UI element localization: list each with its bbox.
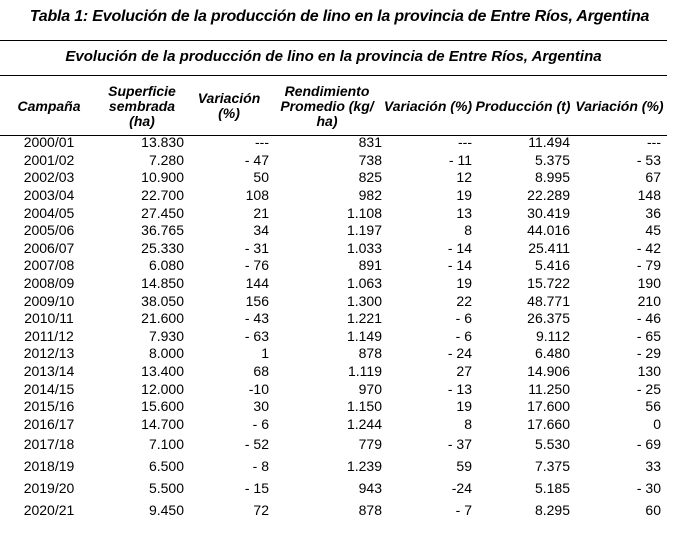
- cell-superficie: 5.500: [148, 479, 184, 496]
- cell-variacion-rendimiento: ---: [458, 134, 472, 151]
- cell-campana: 2020/21: [23, 501, 75, 518]
- header-row: [0, 78, 667, 134]
- cell-rendimiento: 1.119: [348, 363, 382, 380]
- cell-variacion-produccion: 130: [637, 363, 661, 380]
- cell-rendimiento: 779: [358, 435, 382, 452]
- cell-campana: 2014/15: [23, 380, 75, 397]
- cell-variacion-rendimiento: 8: [464, 222, 472, 239]
- cell-superficie: 9.450: [148, 501, 184, 518]
- cell-variacion-produccion: - 53: [636, 151, 661, 168]
- cell-variacion-superficie: 34: [253, 222, 269, 239]
- cell-variacion-produccion: 148: [637, 187, 661, 204]
- table-row: [0, 204, 667, 222]
- header-rendimiento: Rendimiento Promedio (kg/ ha): [280, 82, 374, 129]
- cell-variacion-produccion: 45: [645, 222, 661, 239]
- table-header: [0, 78, 667, 134]
- cell-variacion-produccion: - 42: [636, 239, 661, 256]
- cell-variacion-rendimiento: - 14: [447, 239, 472, 256]
- cell-variacion-produccion: 0: [653, 415, 661, 432]
- cell-variacion-rendimiento: - 6: [455, 327, 472, 344]
- table-row: [0, 292, 667, 310]
- cell-campana: 2009/10: [23, 292, 75, 309]
- cell-superficie: 12.000: [141, 380, 184, 397]
- cell-variacion-produccion: 210: [637, 292, 661, 309]
- cell-rendimiento: 1.239: [346, 457, 382, 474]
- cell-produccion: 5.185: [534, 479, 570, 496]
- cell-variacion-rendimiento: - 11: [448, 151, 472, 168]
- cell-campana: 2017/18: [23, 435, 75, 452]
- cell-rendimiento: 891: [358, 257, 382, 274]
- cell-superficie: 7.930: [148, 327, 184, 344]
- cell-produccion: 17.660: [527, 415, 570, 432]
- cell-variacion-rendimiento: - 13: [447, 380, 472, 397]
- cell-variacion-produccion: - 30: [636, 479, 661, 496]
- cell-variacion-superficie: - 47: [244, 151, 269, 168]
- cell-rendimiento: 1.149: [346, 327, 382, 344]
- cell-variacion-superficie: - 43: [244, 310, 269, 327]
- cell-variacion-rendimiento: 22: [456, 292, 472, 309]
- cell-produccion: 26.375: [527, 310, 570, 327]
- cell-variacion-rendimiento: - 37: [447, 435, 472, 452]
- cell-variacion-superficie: 50: [253, 169, 269, 186]
- cell-rendimiento: 1.300: [346, 292, 382, 309]
- cell-rendimiento: 1.197: [346, 222, 382, 239]
- table-row: [0, 433, 667, 455]
- cell-superficie: 27.450: [141, 204, 184, 221]
- cell-rendimiento: 970: [358, 380, 382, 397]
- cell-variacion-produccion: 60: [645, 501, 661, 518]
- cell-produccion: 44.016: [527, 222, 570, 239]
- cell-campana: 2006/07: [23, 239, 75, 256]
- cell-variacion-produccion: ---: [647, 134, 661, 151]
- table-row: [0, 345, 667, 363]
- cell-variacion-superficie: 30: [253, 398, 269, 415]
- cell-produccion: 25.411: [528, 239, 570, 256]
- cell-superficie: 7.100: [148, 435, 184, 452]
- cell-superficie: 6.080: [148, 257, 184, 274]
- cell-variacion-superficie: 144: [245, 275, 269, 292]
- cell-produccion: 8.995: [534, 169, 570, 186]
- table-row: [0, 380, 667, 398]
- cell-rendimiento: 1.033: [346, 239, 382, 256]
- table-row: [0, 152, 667, 170]
- cell-rendimiento: 1.063: [346, 275, 382, 292]
- table-row: [0, 275, 667, 293]
- cell-superficie: 36.765: [141, 222, 184, 239]
- cell-superficie: 13.400: [141, 363, 184, 380]
- cell-variacion-rendimiento: - 24: [447, 345, 472, 362]
- cell-variacion-rendimiento: 19: [456, 275, 472, 292]
- cell-variacion-produccion: 33: [645, 457, 661, 474]
- cell-variacion-rendimiento: - 14: [447, 257, 472, 274]
- cell-superficie: 7.280: [148, 151, 184, 168]
- cell-variacion-superficie: 1: [261, 345, 269, 362]
- cell-rendimiento: 825: [358, 169, 382, 186]
- cell-variacion-produccion: - 79: [636, 257, 661, 274]
- cell-campana: 2016/17: [23, 415, 75, 432]
- table-row: [0, 310, 667, 328]
- header-variacion-rendimiento: Variación (%): [383, 97, 473, 114]
- cell-superficie: 14.850: [141, 275, 184, 292]
- cell-variacion-superficie: 72: [253, 501, 269, 518]
- table-title: Evolución de la producción de lino en la provincia de Entre Ríos, Argentina: [65, 48, 602, 65]
- cell-produccion: 5.416: [534, 257, 570, 274]
- cell-produccion: 17.600: [527, 398, 570, 415]
- cell-variacion-superficie: ---: [255, 134, 269, 151]
- cell-variacion-superficie: - 15: [244, 479, 269, 496]
- cell-variacion-superficie: -10: [248, 380, 269, 397]
- table-caption: Tabla 1: Evolución de la producción de lino en la provincia de Entre Ríos, Argentina: [29, 8, 650, 25]
- cell-variacion-superficie: 21: [253, 204, 269, 221]
- cell-rendimiento: 1.108: [346, 204, 382, 221]
- cell-rendimiento: 878: [358, 501, 382, 518]
- table-row: [0, 257, 667, 275]
- table-row: [0, 328, 667, 346]
- cell-superficie: 14.700: [141, 415, 184, 432]
- cell-produccion: 5.530: [534, 435, 570, 452]
- cell-variacion-rendimiento: -24: [451, 479, 472, 496]
- table-body: [0, 134, 667, 521]
- table-row: [0, 363, 667, 381]
- cell-campana: 2008/09: [23, 275, 75, 292]
- title-rule: [0, 75, 667, 76]
- cell-campana: 2000/01: [23, 134, 75, 151]
- production-table: [0, 78, 667, 521]
- cell-variacion-superficie: - 76: [244, 257, 269, 274]
- cell-campana: 2012/13: [23, 345, 75, 362]
- cell-rendimiento: 831: [358, 134, 382, 151]
- cell-rendimiento: 1.150: [346, 398, 382, 415]
- cell-rendimiento: 738: [358, 151, 382, 168]
- cell-rendimiento: 982: [358, 187, 382, 204]
- table-row: [0, 477, 667, 499]
- cell-variacion-superficie: 68: [253, 363, 269, 380]
- cell-produccion: 14.906: [527, 363, 570, 380]
- cell-rendimiento: 1.221: [346, 310, 382, 327]
- cell-campana: 2019/20: [23, 479, 75, 496]
- cell-campana: 2013/14: [23, 363, 75, 380]
- cell-superficie: 8.000: [148, 345, 184, 362]
- cell-variacion-superficie: - 8: [252, 457, 269, 474]
- table-row: [0, 240, 667, 258]
- cell-superficie: 38.050: [141, 292, 184, 309]
- cell-variacion-produccion: 190: [637, 275, 661, 292]
- cell-variacion-produccion: - 25: [636, 380, 661, 397]
- cell-superficie: 21.600: [141, 310, 184, 327]
- cell-produccion: 11.494: [528, 134, 570, 151]
- cell-campana: 2001/02: [23, 151, 75, 168]
- cell-variacion-produccion: - 46: [636, 310, 661, 327]
- cell-produccion: 22.289: [527, 187, 570, 204]
- cell-variacion-produccion: - 65: [636, 327, 661, 344]
- cell-variacion-rendimiento: 13: [456, 204, 472, 221]
- header-campana: Campaña: [17, 97, 81, 114]
- header-superficie: Superficie sembrada (ha): [108, 82, 176, 129]
- cell-variacion-rendimiento: - 7: [455, 501, 472, 518]
- cell-variacion-rendimiento: 59: [456, 457, 472, 474]
- cell-produccion: 7.375: [534, 457, 570, 474]
- cell-variacion-rendimiento: 27: [456, 363, 472, 380]
- cell-campana: 2004/05: [23, 204, 75, 221]
- table-row: [0, 169, 667, 187]
- cell-campana: 2007/08: [23, 257, 75, 274]
- cell-variacion-superficie: - 63: [244, 327, 269, 344]
- cell-campana: 2015/16: [23, 398, 75, 415]
- cell-superficie: 10.900: [141, 169, 184, 186]
- table-row: [0, 455, 667, 477]
- table-row: [0, 416, 667, 434]
- cell-variacion-superficie: - 52: [244, 435, 269, 452]
- cell-superficie: 22.700: [141, 187, 184, 204]
- cell-variacion-rendimiento: 19: [456, 187, 472, 204]
- table-row: [0, 222, 667, 240]
- cell-produccion: 15.722: [527, 275, 570, 292]
- cell-variacion-superficie: 108: [245, 187, 269, 204]
- header-produccion: Producción (t): [475, 97, 571, 114]
- cell-variacion-produccion: 67: [645, 169, 661, 186]
- cell-produccion: 8.295: [534, 501, 570, 518]
- cell-campana: 2003/04: [23, 187, 75, 204]
- cell-produccion: 48.771: [527, 292, 570, 309]
- cell-rendimiento: 1.244: [346, 415, 382, 432]
- cell-produccion: 11.250: [528, 380, 570, 397]
- header-variacion-produccion: Variación (%): [575, 97, 664, 114]
- cell-superficie: 6.500: [148, 457, 184, 474]
- cell-variacion-superficie: - 31: [244, 239, 269, 256]
- table-row: [0, 499, 667, 521]
- cell-campana: 2010/11: [24, 310, 74, 327]
- cell-variacion-rendimiento: - 6: [455, 310, 472, 327]
- header-variacion-superficie: Variación (%): [197, 90, 261, 121]
- cell-variacion-produccion: 56: [645, 398, 661, 415]
- cell-campana: 2002/03: [23, 169, 75, 186]
- cell-produccion: 5.375: [534, 151, 570, 168]
- cell-superficie: 25.330: [141, 239, 184, 256]
- cell-variacion-superficie: - 6: [252, 415, 269, 432]
- cell-superficie: 15.600: [141, 398, 184, 415]
- table-row: [0, 134, 667, 152]
- cell-rendimiento: 943: [358, 479, 382, 496]
- cell-variacion-rendimiento: 12: [456, 169, 472, 186]
- cell-produccion: 30.419: [527, 204, 570, 221]
- cell-superficie: 13.830: [141, 134, 184, 151]
- cell-rendimiento: 878: [358, 345, 382, 362]
- cell-variacion-produccion: 36: [645, 204, 661, 221]
- cell-produccion: 9.112: [536, 327, 570, 344]
- cell-variacion-rendimiento: 8: [464, 415, 472, 432]
- cell-variacion-superficie: 156: [245, 292, 269, 309]
- table-row: [0, 187, 667, 205]
- cell-variacion-rendimiento: 19: [456, 398, 472, 415]
- cell-campana: 2005/06: [23, 222, 75, 239]
- table-row: [0, 398, 667, 416]
- cell-produccion: 6.480: [534, 345, 570, 362]
- cell-campana: 2011/12: [24, 327, 74, 344]
- cell-campana: 2018/19: [23, 457, 75, 474]
- top-rule: [0, 40, 667, 41]
- cell-variacion-produccion: - 69: [636, 435, 661, 452]
- cell-variacion-produccion: - 29: [636, 345, 661, 362]
